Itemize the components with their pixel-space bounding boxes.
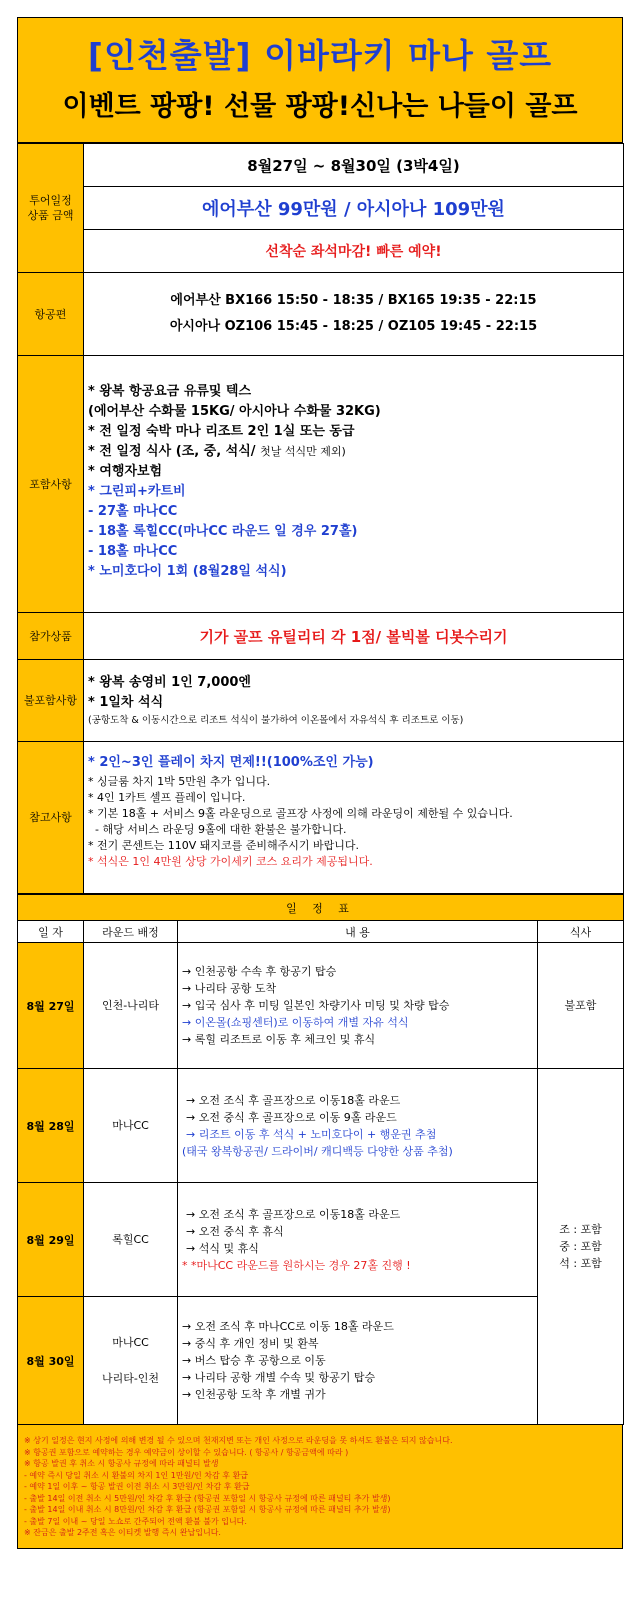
schedule-round: 마나CC [84,1069,178,1183]
schedule-date: 8월 27일 [18,943,84,1069]
schedule-title: 일 정 표 [18,895,624,921]
included-label: 포함사항 [18,356,84,613]
activity-line: → 오전 중식 후 골프장으로 이동 9홀 라운드 [186,1110,397,1124]
terms-line: - 출발 14일 이전 취소 시 5만원/인 차감 후 환급 (항공권 포함일 시 항공사 규정에 따른 패널티 추가 발생) [24,1493,391,1503]
activity-line: → 오전 조식 후 골프장으로 이동18홀 라운드 [186,1207,401,1221]
terms-line: - 출발 7일 이내 ~ 당일 노쇼로 간주되어 전액 환불 불가 입니다. [24,1516,247,1526]
list-item: * 왕복 송영비 1인 7,000엔 [88,674,251,690]
page-title: [인천출발] 이바라키 마나 골프 [87,36,553,75]
tour-label-line2: 상품 금액 [27,209,74,222]
schedule-date: 8월 30일 [18,1297,84,1425]
info-table [17,143,624,894]
schedule-meal-included [538,1069,624,1425]
excluded-label: 불포함사항 [18,660,84,742]
schedule-header-date: 일 자 [18,921,84,943]
excluded-list [84,660,624,742]
gift-text: 기가 골프 유틸리티 각 1점/ 볼빅볼 디봇수리기 [84,613,624,660]
booking-notice: 선착순 좌석마감! 빠른 예약! [84,230,624,273]
schedule-activities [178,943,538,1069]
activity-line: → 오전 중식 후 휴식 [186,1224,284,1238]
activity-line: → 중식 후 개인 정비 및 환복 [182,1337,319,1350]
list-item: - 해당 서비스 라운딩 9홀에 대한 환불은 불가합니다. [88,823,347,836]
tour-label [18,144,84,273]
terms-line: - 예약 1일 이후 ~ 항공 발권 이전 취소 시 3만원/인 차감 후 환급 [24,1482,250,1491]
schedule-date: 8월 29일 [18,1183,84,1297]
terms-line: - 출발 14일 이내 취소 시 8만원/인 차감 후 환급 (항공권 포함일 시 항공사 규정에 따른 패널티 추가 발생) [24,1505,391,1514]
activity-line: → 인천공항 수속 후 항공기 탑승 [182,965,337,978]
page-subtitle: 이벤트 팡팡! 선물 팡팡!신나는 나들이 골프 [62,91,578,122]
list-item: * 기본 18홀 + 서비스 9홀 라운딩으로 골프장 사정에 의해 라운딩이 제한될 수 있습니다. [88,807,513,820]
schedule-header-content: 내 용 [178,921,538,943]
reference-list [84,742,624,894]
list-item: (공항도착 & 이동시간으로 리조트 석식이 불가하여 이온몰에서 자유석식 후 리조트로 이동) [88,714,464,726]
flight-line-asiana: 아시아나 OZ106 15:45 - 18:25 / OZ105 19:45 - 22:15 [169,319,538,334]
schedule-header-meal: 식사 [538,921,624,943]
list-item: * 왕복 항공요금 유류및 텍스 [88,384,252,399]
schedule-date: 8월 28일 [18,1069,84,1183]
list-item: * 2인~3인 플레이 차지 면제!!(100%조인 가능) [88,755,374,770]
list-item: * 전 일정 숙박 마나 리조트 2인 1실 또는 동급 [88,424,355,439]
list-item: * 그린피+카트비 [88,484,186,499]
schedule-table [17,894,624,1425]
activity-line: → 인천공항 도착 후 개별 귀가 [182,1388,326,1401]
activity-line: → 석식 및 휴식 [186,1241,259,1255]
tour-price: 에어부산 99만원 / 아시아나 109만원 [84,187,624,230]
gift-label: 참가상품 [18,613,84,660]
meal-dinner: 석 : 포함 [559,1257,602,1270]
activity-line: → 나리타 공항 도착 [182,982,277,995]
meal-breakfast: 조 : 포함 [559,1223,602,1236]
schedule-activities [178,1183,538,1297]
meal-lunch: 중 : 포함 [559,1240,602,1253]
terms-footer [17,1425,623,1549]
included-list [84,356,624,613]
list-item: - 18홀 록힐CC(마나CC 라운드 일 경우 27홀) [88,524,358,539]
schedule-round-line: 나리타-인천 [101,1371,160,1385]
list-item: * 전기 콘센트는 110V 돼지코를 준비해주시기 바랍니다. [88,839,360,852]
tour-label-line1: 투어일정 [29,194,72,207]
activity-line: → 오전 조식 후 마나CC로 이동 18홀 라운드 [182,1320,394,1333]
activity-line: (태국 왕복항공권/ 드라이버/ 캐디백등 다양한 상품 추첨) [182,1144,453,1158]
schedule-activities [178,1069,538,1183]
activity-line: → 버스 탑승 후 공항으로 이동 [182,1354,326,1367]
flyer-header [17,17,623,143]
schedule-round: 인천-나리타 [84,943,178,1069]
activity-line: → 나리타 공항 개별 수속 및 항공기 탑승 [182,1371,376,1384]
terms-line: ※ 잔금은 출발 2주전 혹은 이티켓 발행 즉시 완납입니다. [24,1528,221,1537]
activity-line: → 록힐 리조트로 이동 후 체크인 및 휴식 [182,1033,376,1046]
terms-line: ※ 항공 발권 후 취소 시 항공사 규정에 따라 패널티 발생 [24,1459,219,1468]
list-item: - 27홀 마나CC [88,504,178,519]
terms-line: ※ 상기 일정은 현지 사정에 의해 변경 될 수 있으며 천재지변 또는 개인 사정으로 라운딩을 못 하셔도 환불은 되지 않습니다. [24,1436,453,1445]
schedule-activities [178,1297,538,1425]
activity-line: → 입국 심사 후 미팅 일본인 차량기사 미팅 및 차량 탑승 [182,999,450,1012]
flight-line-airbusan: 에어부산 BX166 15:50 - 18:35 / BX165 19:35 - 22:15 [170,293,537,308]
schedule-round-line: 마나CC [112,1335,149,1349]
schedule-round [84,1297,178,1425]
list-item: * 여행자보험 [88,464,163,479]
list-item: * 석식은 1인 4만원 상당 가이세키 코스 요리가 제공됩니다. [88,855,373,868]
schedule-header-round: 라운드 배정 [84,921,178,943]
schedule-round: 록힐CC [84,1183,178,1297]
flights-info [84,273,624,356]
list-item: (에어부산 수화물 15KG/ 아시아나 수화물 32KG) [88,404,381,419]
tour-flyer [17,17,623,1549]
activity-line: → 이온몰(쇼핑센터)로 이동하여 개별 자유 석식 [182,1016,409,1029]
tour-dates: 8월27일 ~ 8월30일 (3박4일) [84,144,624,187]
list-item: * 전 일정 식사 (조, 중, 석식/ 첫날 석식만 제외) [88,444,346,459]
list-item: * 1일차 석식 [88,694,164,710]
list-item: * 싱글룸 차지 1박 5만원 추가 입니다. [88,775,271,788]
list-item: - 18홀 마나CC [88,544,178,559]
activity-line: → 오전 조식 후 골프장으로 이동18홀 라운드 [186,1093,401,1107]
meal-exception-note: 첫날 석식만 제외) [260,445,346,458]
list-item: * 4인 1카트 셀프 플레이 입니다. [88,791,246,804]
list-item: * 노미호다이 1회 (8월28일 석식) [88,564,287,579]
schedule-meal: 불포함 [538,943,624,1069]
terms-line: - 예약 즉시 당일 취소 시 환불의 차지 1인 1만원/인 차감 후 환급 [24,1470,249,1480]
terms-line: ※ 항공권 포함으로 예약하는 경우 예약금이 상이할 수 있습니다. ( 항공사 / 항공금액에 따라 ) [24,1447,349,1457]
activity-line: → 리조트 이동 후 석식 + 노미호다이 + 행운권 추첨 [186,1127,437,1141]
activity-line: * *마나CC 라운드를 원하시는 경우 27홀 진행 ! [182,1258,411,1272]
flights-label: 항공편 [18,273,84,356]
reference-label: 참고사항 [18,742,84,894]
